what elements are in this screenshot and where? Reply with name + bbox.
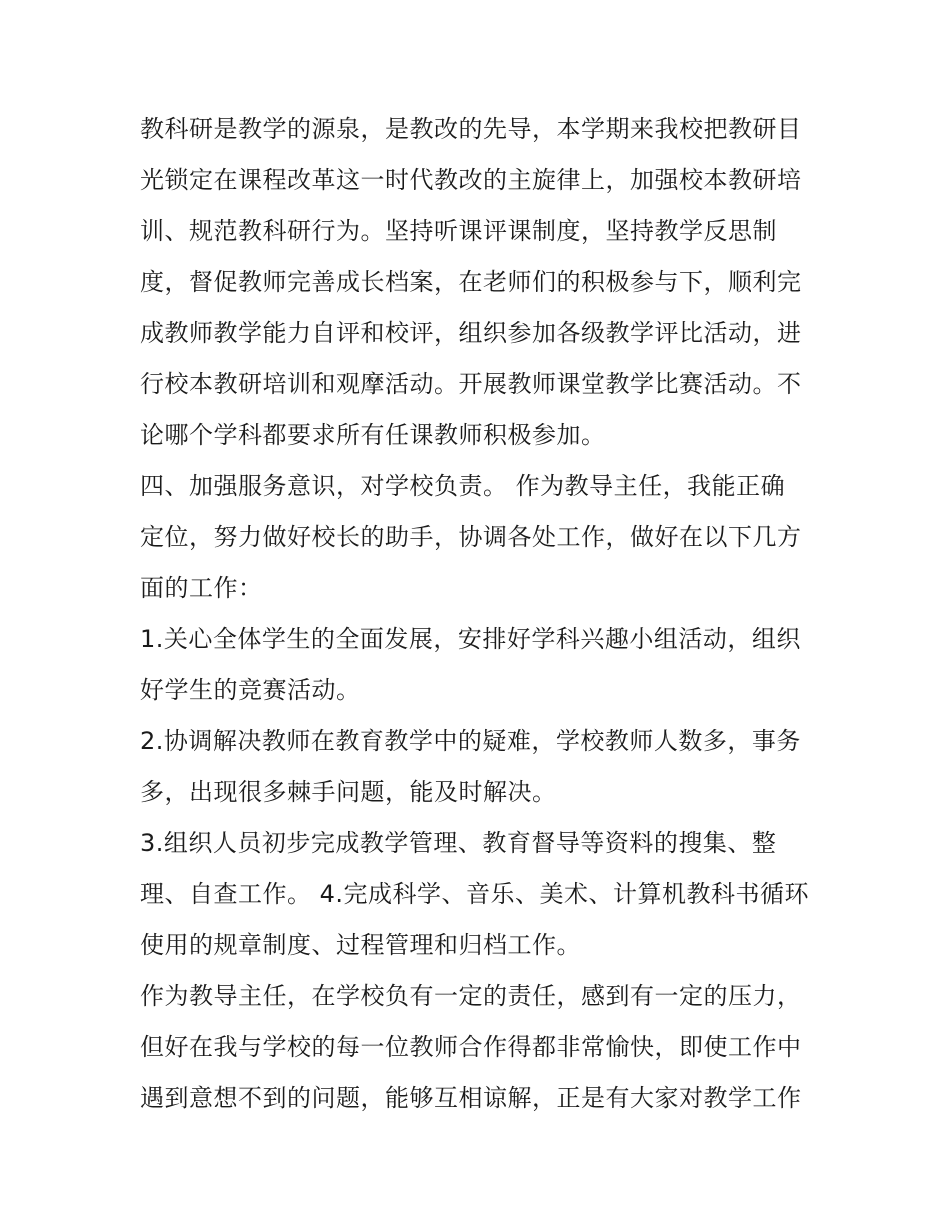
text-line: 度，督促教师完善成长档案，在老师们的积极参与下，顺利完 <box>140 268 802 296</box>
text-line: 教科研是教学的源泉，是教改的先导，本学期来我校把教研目 <box>140 115 802 143</box>
text-line: 作为教导主任，在学校负有一定的责任，感到有一定的压力， <box>140 982 802 1010</box>
text-line: 训、规范教科研行为。坚持听课评课制度，坚持教学反思制 <box>140 217 777 245</box>
section-heading-line: 四、加强服务意识，对学校负责。 作为教导主任，我能正确 <box>140 472 786 500</box>
text-line: 使用的规章制度、过程管理和归档工作。 <box>140 931 581 959</box>
list-item-line: 1.关心全体学生的全面发展，安排好学科兴趣小组活动，组织 <box>140 625 801 653</box>
text-line: 定位，努力做好校长的助手，协调各处工作，做好在以下几方 <box>140 523 802 551</box>
list-item-line: 2.协调解决教师在教育教学中的疑难，学校教师人数多，事务 <box>140 727 801 755</box>
list-item-line: 3.组织人员初步完成教学管理、教育督导等资料的搜集、整 <box>140 829 777 857</box>
text-line: 面的工作： <box>140 574 263 602</box>
text-line: 论哪个学科都要求所有任课教师积极参加。 <box>140 421 606 449</box>
text-line: 好学生的竞赛活动。 <box>140 676 361 704</box>
text-line: 多，出现很多棘手问题，能及时解决。 <box>140 778 557 806</box>
text-line: 成教师教学能力自评和校评，组织参加各级教学评比活动，进 <box>140 319 802 347</box>
text-line: 但好在我与学校的每一位教师合作得都非常愉快，即使工作中 <box>140 1033 802 1061</box>
text-line: 遇到意想不到的问题，能够互相谅解，正是有大家对教学工作 <box>140 1084 802 1112</box>
text-line: 光锁定在课程改革这一时代教改的主旋律上，加强校本教研培 <box>140 166 802 194</box>
text-line: 理、自查工作。 4.完成科学、音乐、美术、计算机教科书循环 <box>140 880 810 908</box>
body-text <box>140 104 820 1124</box>
text-line: 行校本教研培训和观摩活动。开展教师课堂教学比赛活动。不 <box>140 370 802 398</box>
